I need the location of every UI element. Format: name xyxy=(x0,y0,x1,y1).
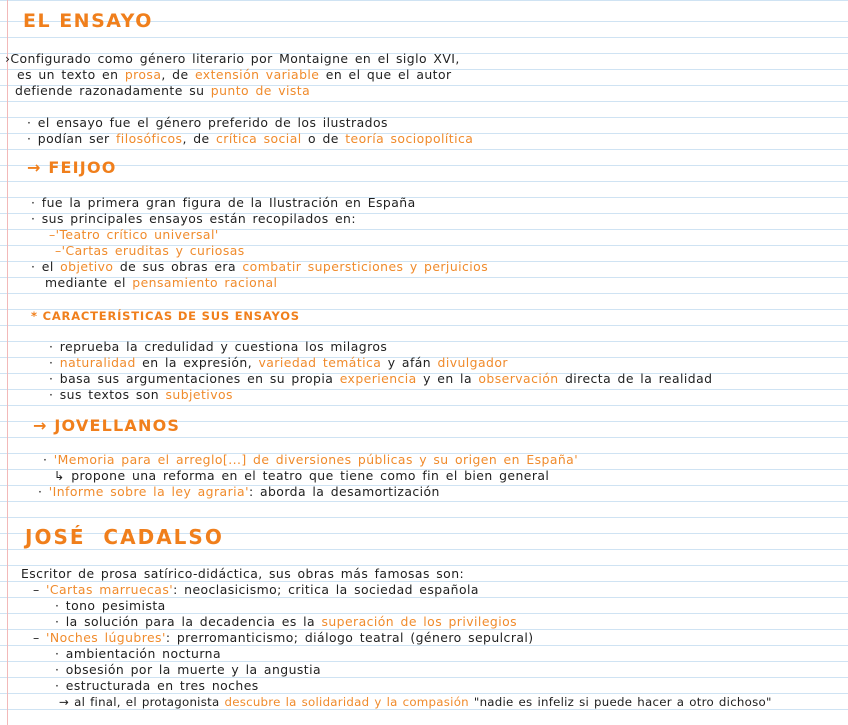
cadalso-line-9: → al final, el protagonista descubre la solidaridad y la compasión "nadie es infeliz si puede hacer a otro dichoso" xyxy=(59,695,772,709)
bullet-tipos-ensayo: · podían ser filosóficos, de crítica social o de teoría sociopolítica xyxy=(27,131,474,146)
page-title: EL ENSAYO xyxy=(23,10,153,32)
cadalso-line-8: · estructurada en tres noches xyxy=(55,678,259,693)
feijoo-heading: → FEIJOO xyxy=(27,158,117,177)
jovellanos-line-3: · 'Informe sobre la ley agraria': aborda la desamortización xyxy=(38,484,440,499)
feijoo-line-1: · fue la primera gran figura de la Ilustración en España xyxy=(31,195,416,210)
notebook-margin-line xyxy=(5,0,11,725)
cadalso-line-1: Escritor de prosa satírico-didáctica, sus obras más famosas son: xyxy=(21,566,465,581)
cadalso-line-4: · la solución para la decadencia es la superación de los privilegios xyxy=(55,614,518,629)
cadalso-line-2: – 'Cartas marruecas': neoclasicismo; critica la sociedad española xyxy=(33,582,479,597)
caracteristicas-heading: * CARACTERÍSTICAS DE SUS ENSAYOS xyxy=(31,309,300,323)
cadalso-line-6: · ambientación nocturna xyxy=(55,646,222,661)
cadalso-line-5: – 'Noches lúgubres': prerromanticismo; diálogo teatral (género sepulcral) xyxy=(33,630,534,645)
feijoo-line-5: · el objetivo de sus obras era combatir supersticiones y perjuicios xyxy=(31,259,489,274)
cadalso-line-7: · obsesión por la muerte y la angustia xyxy=(55,662,322,677)
feijoo-work-teatro: –'Teatro crítico universal' xyxy=(49,227,219,242)
intro-line-3: defiende razonadamente su punto de vista xyxy=(15,83,311,98)
jovellanos-line-2: ↳ propone una reforma en el teatro que tiene como fin el bien general xyxy=(54,468,550,483)
cadalso-heading: JOSÉ CADALSO xyxy=(25,525,224,549)
intro-line-1: ›Configurado como género literario por Montaigne en el siglo XVI, xyxy=(5,51,460,66)
caract-line-2: · naturalidad en la expresión, variedad temática y afán divulgador xyxy=(49,355,508,370)
caract-line-1: · reprueba la credulidad y cuestiona los milagros xyxy=(49,339,388,354)
cadalso-line-3: · tono pesimista xyxy=(55,598,166,613)
jovellanos-line-1: · 'Memoria para el arreglo[...] de diversiones públicas y su origen en España' xyxy=(43,452,579,467)
caract-line-4: · sus textos son subjetivos xyxy=(49,387,233,402)
bullet-ilustrados: · el ensayo fue el género preferido de los ilustrados xyxy=(27,115,388,130)
intro-marker: › xyxy=(5,51,11,66)
feijoo-work-cartas: –'Cartas eruditas y curiosas xyxy=(55,243,245,258)
jovellanos-heading: → JOVELLANOS xyxy=(33,416,181,435)
caract-line-3: · basa sus argumentaciones en su propia experiencia y en la observación directa de la realidad xyxy=(49,371,713,386)
feijoo-line-2: · sus principales ensayos están recopilados en: xyxy=(31,211,356,226)
feijoo-line-6: mediante el pensamiento racional xyxy=(45,275,278,290)
intro-line-2: es un texto en prosa, de extensión variable en el que el autor xyxy=(17,67,452,82)
